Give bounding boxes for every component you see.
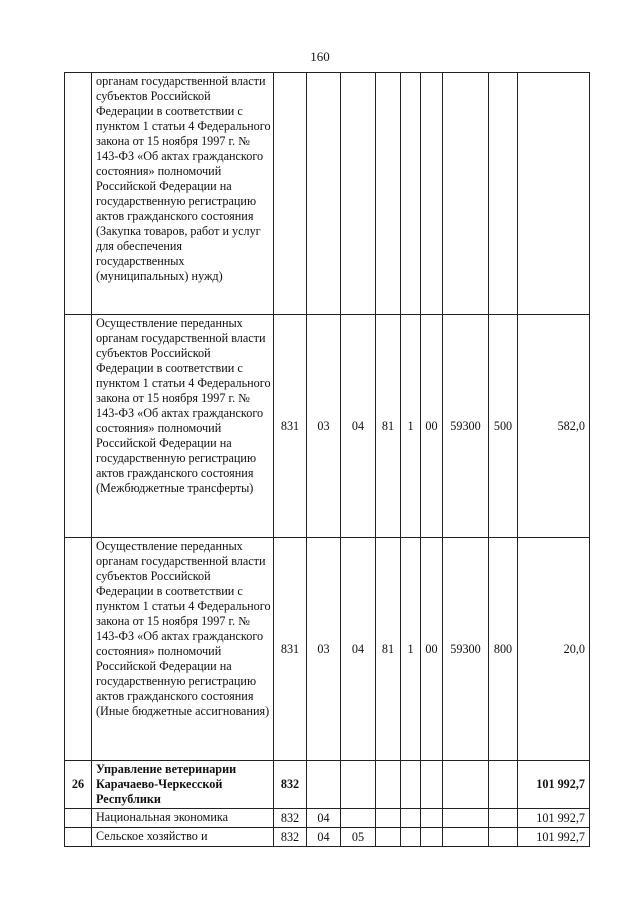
section-code: 04 [307, 828, 341, 847]
ministry-code: 831 [274, 315, 307, 538]
expense-type-code [489, 828, 518, 847]
program-code [376, 761, 401, 809]
subsection-code: 05 [341, 828, 376, 847]
ministry-code: 832 [274, 828, 307, 847]
subsection-code: 04 [341, 538, 376, 761]
expense-type-code: 800 [489, 538, 518, 761]
subprogram-code [401, 809, 421, 828]
main-event-code [421, 761, 443, 809]
direction-code [443, 828, 489, 847]
subsection-code [341, 761, 376, 809]
row-number: 26 [65, 761, 92, 809]
row-name: Осуществление переданных органам государственной власти субъектов Российской Федерации в соответствии с пунктом 1 статьи 4 Федерального закона от 15 ноября 1997 г. № 143-ФЗ «Об актах гражданского состояния» полномочий Российской Федерации на государственную регистрацию актов гражданского состояния (Иные бюджетные ассигнования) [92, 538, 274, 761]
main-event-code [421, 809, 443, 828]
main-event-code [421, 828, 443, 847]
table-row [65, 538, 590, 761]
ministry-code: 832 [274, 761, 307, 809]
section-code: 03 [307, 538, 341, 761]
amount: 20,0 [518, 538, 590, 761]
section-code [307, 73, 341, 315]
subsection-code [341, 809, 376, 828]
subsection-code: 04 [341, 315, 376, 538]
row-number [65, 315, 92, 538]
amount: 101 992,7 [518, 809, 590, 828]
direction-code: 59300 [443, 315, 489, 538]
expense-type-code [489, 761, 518, 809]
subprogram-code: 1 [401, 538, 421, 761]
page-number: 160 [310, 49, 330, 64]
main-event-code [421, 73, 443, 315]
program-code: 81 [376, 538, 401, 761]
ministry-code [274, 73, 307, 315]
row-name: Управление ветеринарии Карачаево-Черкесской Республики [92, 761, 274, 809]
expense-type-code [489, 809, 518, 828]
amount: 582,0 [518, 315, 590, 538]
table-row [65, 761, 590, 809]
program-code: 81 [376, 315, 401, 538]
subsection-code [341, 73, 376, 315]
subprogram-code [401, 828, 421, 847]
row-name: Сельское хозяйство и [92, 828, 274, 847]
subprogram-code [401, 73, 421, 315]
amount: 101 992,7 [518, 828, 590, 847]
table-row [65, 315, 590, 538]
row-number [65, 828, 92, 847]
main-event-code: 00 [421, 315, 443, 538]
row-name: Национальная экономика [92, 809, 274, 828]
direction-code [443, 73, 489, 315]
direction-code: 59300 [443, 538, 489, 761]
direction-code [443, 761, 489, 809]
section-code: 04 [307, 809, 341, 828]
table-row [65, 809, 590, 828]
row-number [65, 809, 92, 828]
table-row [65, 828, 590, 847]
amount [518, 73, 590, 315]
table-row [65, 73, 590, 315]
row-number [65, 73, 92, 315]
direction-code [443, 809, 489, 828]
section-code [307, 761, 341, 809]
ministry-code: 832 [274, 809, 307, 828]
subprogram-code [401, 761, 421, 809]
budget-table [64, 72, 590, 847]
program-code [376, 809, 401, 828]
row-name: органам государственной власти субъектов Российской Федерации в соответствии с пунктом 1 статьи 4 Федерального закона от 15 ноября 1997 г. № 143-ФЗ «Об актах гражданского состояния» полномочий Российской Федерации на государственную регистрацию актов гражданского состояния (Закупка товаров, работ и услуг для обеспечения государственных (муниципальных) нужд) [92, 73, 274, 315]
expense-type-code [489, 73, 518, 315]
section-code: 03 [307, 315, 341, 538]
program-code [376, 73, 401, 315]
expense-type-code: 500 [489, 315, 518, 538]
amount: 101 992,7 [518, 761, 590, 809]
program-code [376, 828, 401, 847]
row-number [65, 538, 92, 761]
subprogram-code: 1 [401, 315, 421, 538]
main-event-code: 00 [421, 538, 443, 761]
row-name: Осуществление переданных органам государственной власти субъектов Российской Федерации в соответствии с пунктом 1 статьи 4 Федерального закона от 15 ноября 1997 г. № 143-ФЗ «Об актах гражданского состояния» полномочий Российской Федерации на государственную регистрацию актов гражданского состояния (Межбюджетные трансферты) [92, 315, 274, 538]
ministry-code: 831 [274, 538, 307, 761]
